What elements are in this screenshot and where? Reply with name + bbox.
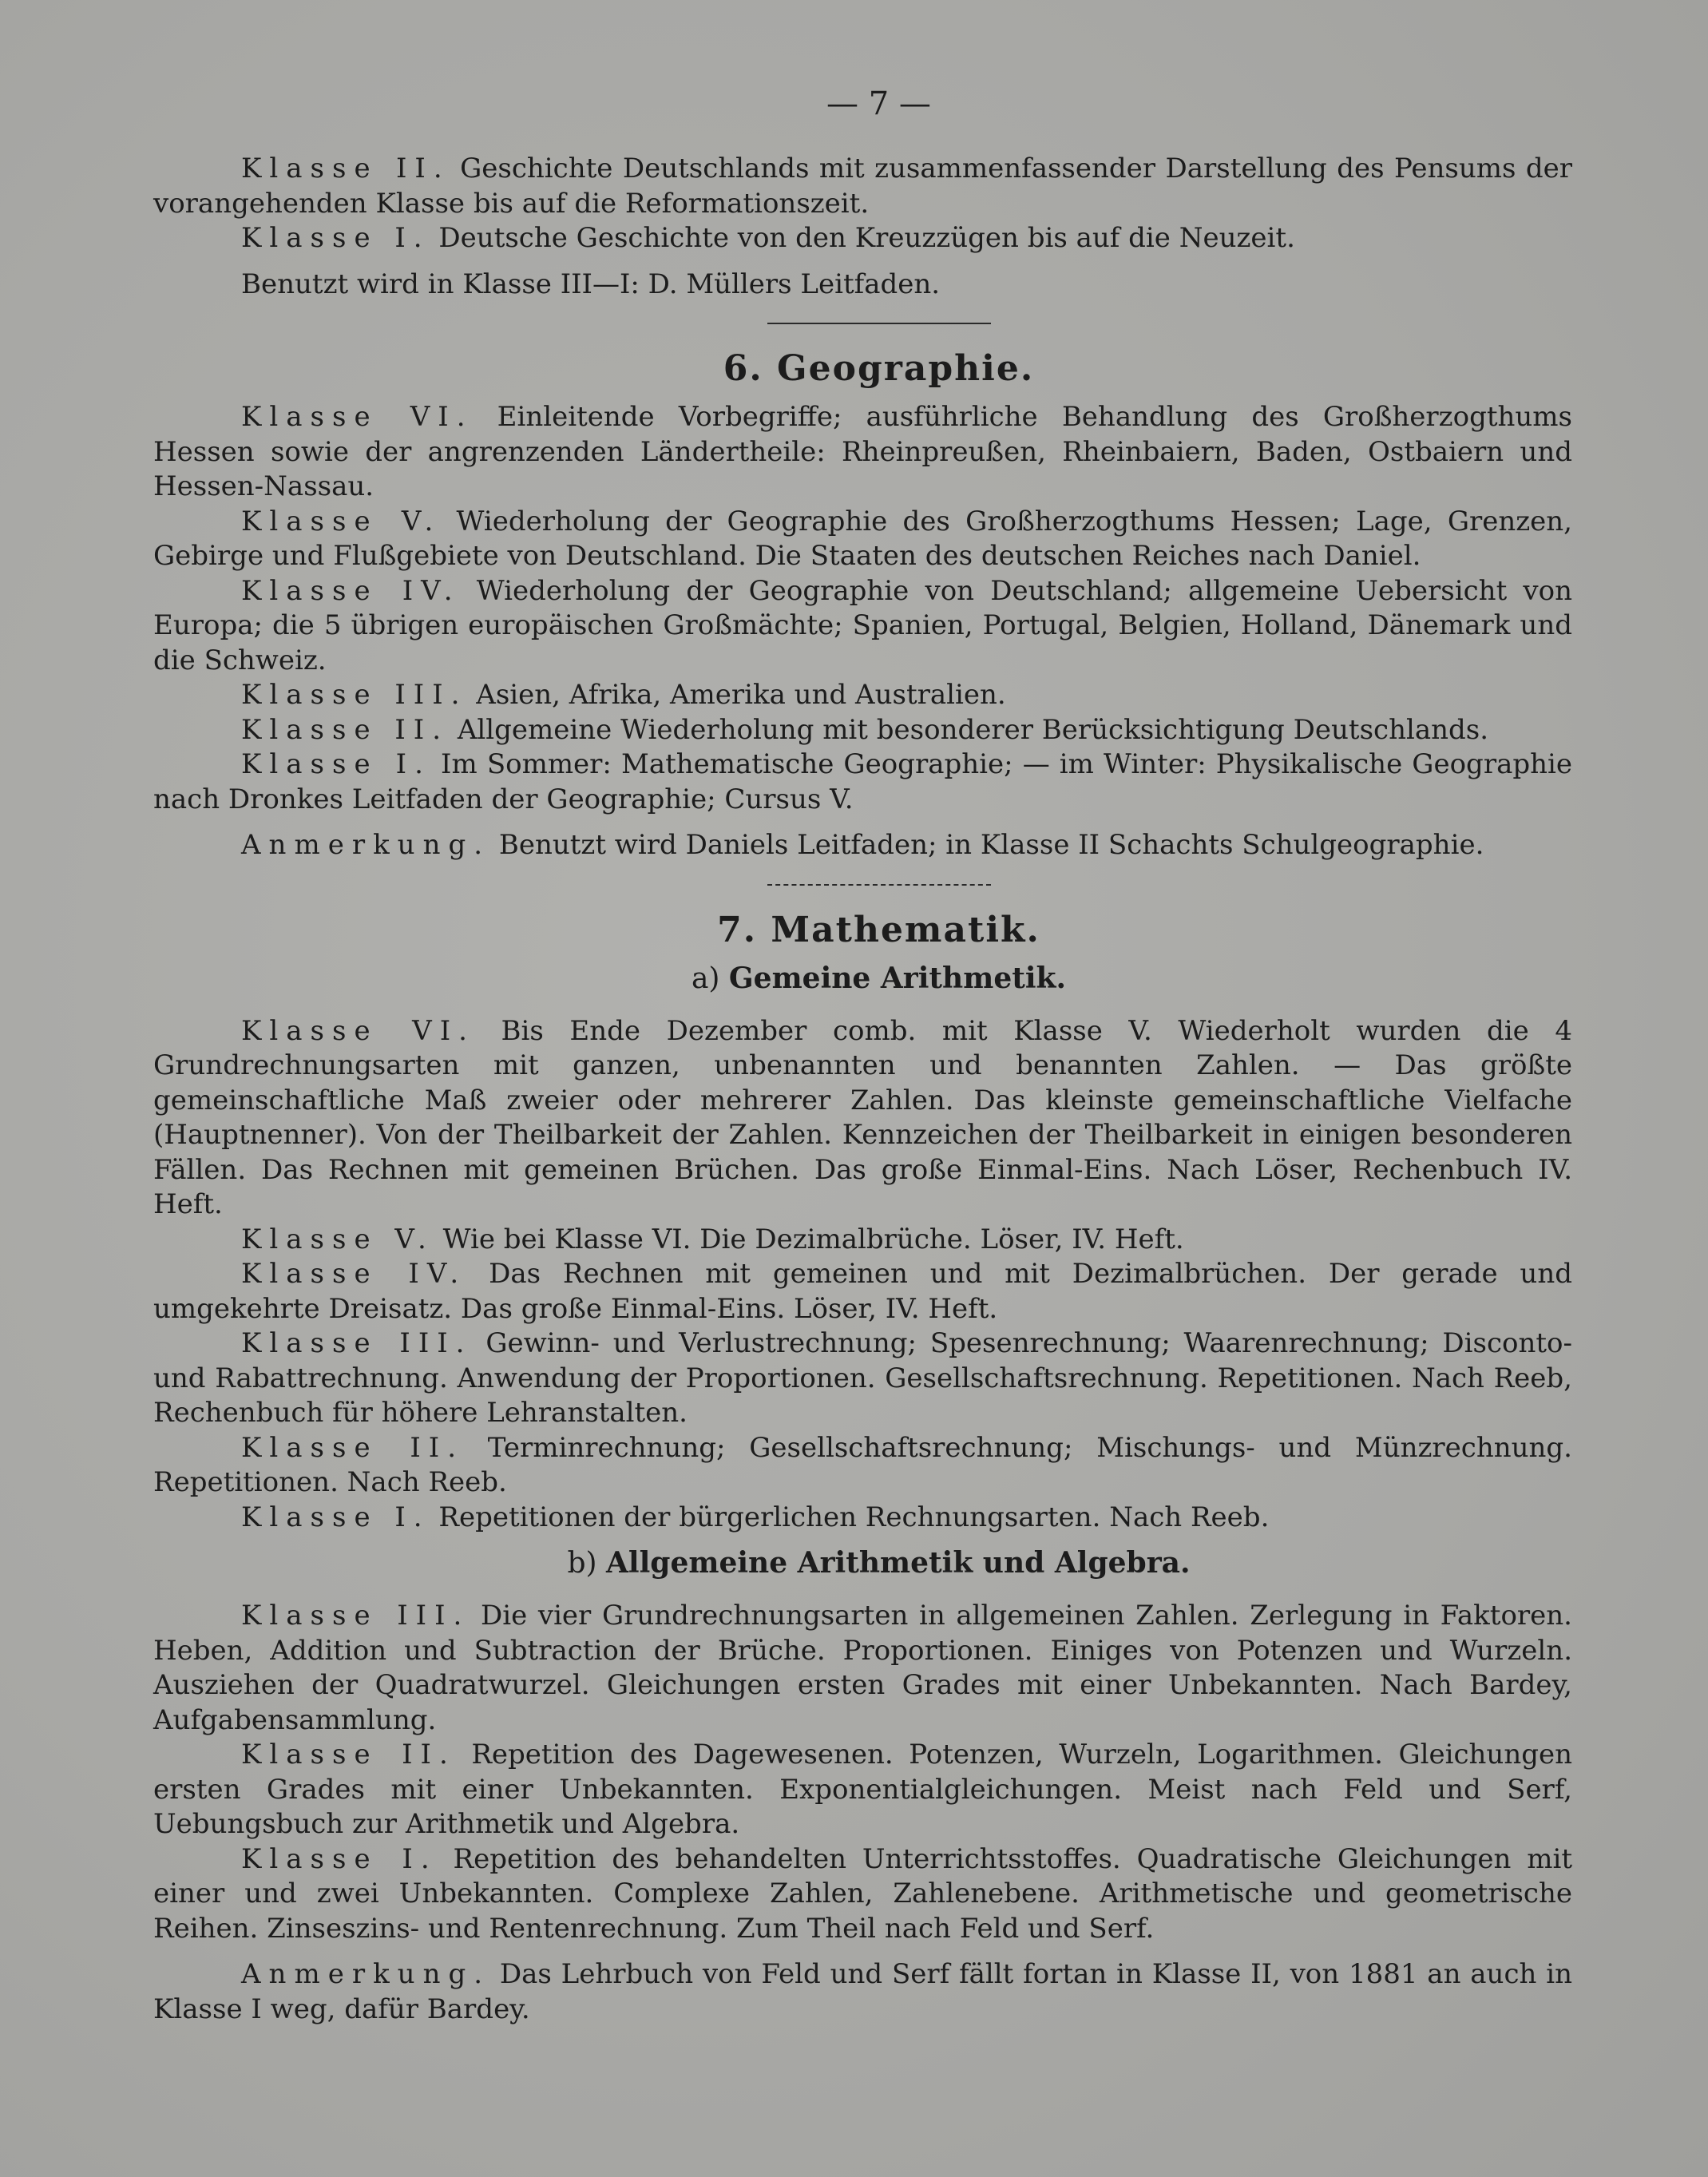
history-klasse-i [153, 221, 1572, 256]
geo-annotation [153, 828, 1572, 863]
paragraph-text: Einleitende Vorbegriffe; ausführliche Behandlung des Großherzogthums Hessen sowie der angrenzenden Ländertheile: Rheinpreußen, Rheinbaiern, Baden, Ostbaiern und Hessen-Nassau. [153, 401, 1572, 502]
class-label: Klasse VI. [241, 1014, 475, 1047]
class-label: Klasse II. [241, 1739, 456, 1771]
class-label: Klasse II. [241, 153, 450, 184]
note-label: Anmerkung. [241, 1958, 491, 1990]
class-label: Klasse VI. [241, 401, 474, 433]
class-label: Klasse IV. [241, 1258, 467, 1290]
note-label: Anmerkung. [241, 829, 491, 861]
subsection-prefix: b) [567, 1547, 606, 1580]
paragraph-text: Gewinn- und Verlustrechnung; Spesenrechnung; Waarenrechnung; Disconto- und Rabattrechnung. Anwendung der Proportionen. Gesellschaftsrechnung. Repetitionen. Nach Reeb, Rechenbuch für höhere Lehranstalten. [153, 1327, 1572, 1429]
section-divider [767, 323, 991, 324]
paragraph-text: Asien, Afrika, Amerika und Australien. [467, 679, 1006, 711]
section-heading-geography: 6. Geographie. [723, 348, 1035, 389]
class-label: Klasse III. [241, 679, 468, 711]
paragraph-text: Repetition des behandelten Unterrichtsstoffes. Quadratische Gleichungen mit einer und zwei Unbekannten. Complexe Zahlen, Zahlenebene. Arithmetische und geometrische Reihen. Zinseszins- und Rentenrechnung. Zum Theil nach Feld und Serf. [153, 1842, 1572, 1945]
class-label: Klasse II. [241, 1431, 465, 1464]
subsection-heading-b [185, 1546, 1572, 1580]
subsection-title: Gemeine Arithmetik. [728, 961, 1067, 995]
paragraph-text: Das Lehrbuch von Feld und Serf fällt fortan in Klasse II, von 1881 an auch in Klasse I weg, dafür Bardey. [153, 1958, 1572, 2025]
paragraph-text: Wie bei Klasse VI. Die Dezimalbrüche. Löser, IV. Heft. [434, 1223, 1184, 1255]
section-heading-mathematics: 7. Mathematik. [717, 909, 1040, 950]
history-klasse-ii [153, 152, 1572, 221]
paragraph-text: Deutsche Geschichte von den Kreuzzügen bis auf die Neuzeit. [430, 222, 1295, 254]
math-a-klasse-v [153, 1223, 1572, 1258]
geo-klasse-iii [153, 678, 1572, 713]
subsection-title: Allgemeine Arithmetik und Algebra. [606, 1546, 1191, 1580]
class-label: Klasse V. [241, 505, 442, 537]
paragraph-text: Im Sommer: Mathematische Geographie; — im Winter: Physikalische Geographie nach Dronkes Leitfaden der Geographie; Cursus V. [153, 748, 1573, 815]
geo-klasse-ii [153, 713, 1572, 748]
math-annotation [153, 1957, 1572, 2027]
paragraph-text: Benutzt wird Daniels Leitfaden; in Klasse II Schachts Schulgeographie. [490, 829, 1484, 861]
math-a-klasse-vi [153, 1014, 1572, 1223]
paragraph-text: Wiederholung der Geographie des Großherzogthums Hessen; Lage, Grenzen, Gebirge und Flußgebiete von Deutschland. Die Staaten des deutschen Reiches nach Daniel. [153, 505, 1572, 572]
class-label: Klasse III. [241, 1600, 470, 1632]
geo-klasse-i [153, 747, 1572, 817]
paragraph-text: Die vier Grundrechnungsarten in allgemeinen Zahlen. Zerlegung in Faktoren. Heben, Addition und Subtraction der Brüche. Proportionen. Einiges von Potenzen und Wurzeln. Ausziehen der Quadratwurzel. Gleichungen ersten Grades mit einer Unbekannten. Nach Bardey, Aufgabensammlung. [153, 1600, 1572, 1736]
class-label: Klasse III. [241, 1327, 473, 1359]
geo-klasse-v [153, 505, 1572, 574]
math-a-klasse-ii [153, 1431, 1572, 1501]
paragraph-text: Allgemeine Wiederholung mit besonderer Berücksichtigung Deutschlands. [449, 713, 1489, 746]
page-number: — 7 — [826, 85, 931, 122]
paragraph-text: Repetition des Dagewesenen. Potenzen, Wurzeln, Logarithmen. Gleichungen ersten Grades mit einer Unbekannten. Exponentialgleichungen. Meist nach Feld und Serf, Uebungsbuch zur Arithmetik und Algebra. [153, 1739, 1572, 1840]
paragraph-text: Geschichte Deutschlands mit zusammenfassender Darstellung des Pensums der vorangehenden Klasse bis auf die Reformationszeit. [153, 153, 1572, 220]
paragraph-text: Wiederholung der Geographie von Deutschland; allgemeine Uebersicht von Europa; die 5 übrigen europäischen Großmächte; Spanien, Portugal, Belgien, Holland, Dänemark und die Schweiz. [153, 574, 1572, 676]
math-a-klasse-i [153, 1501, 1572, 1536]
geo-klasse-iv [153, 574, 1572, 679]
math-a-klasse-iv [153, 1257, 1572, 1326]
class-label: Klasse I. [241, 1501, 430, 1533]
history-textbook-note: Benutzt wird in Klasse III—I: D. Müllers Leitfaden. [241, 268, 941, 300]
class-label: Klasse I. [241, 1842, 438, 1875]
math-b-klasse-i [153, 1842, 1572, 1947]
paragraph-text: Bis Ende Dezember comb. mit Klasse V. Wiederholt wurden die 4 Grundrechnungsarten mit ganzen, unbenannten und benannten Zahlen. — Das größte gemeinschaftliche Maß zweier oder mehrerer Zahlen. Das kleinste gemeinschaftliche Vielfache (Hauptnenner). Von der Theilbarkeit der Zahlen. Kennzeichen der Theilbarkeit in einigen besonderen Fällen. Das Rechnen mit gemeinen Brüchen. Das große Einmal-Eins. Nach Löser, Rechenbuch IV. Heft. [153, 1014, 1573, 1220]
math-a-klasse-iii [153, 1326, 1572, 1431]
math-b-klasse-ii [153, 1738, 1572, 1842]
geo-klasse-vi [153, 400, 1572, 505]
class-label: Klasse I. [241, 222, 430, 254]
subsection-prefix: a) [691, 962, 729, 995]
paragraph-text: Terminrechnung; Gesellschaftsrechnung; Mischungs- und Münzrechnung. Repetitionen. Nach Reeb. [153, 1431, 1572, 1498]
class-label: Klasse V. [241, 1223, 434, 1255]
class-label: Klasse II. [241, 713, 450, 746]
subsection-heading-a [185, 962, 1572, 995]
section-divider [767, 884, 991, 886]
paragraph-text: Das Rechnen mit gemeinen und mit Dezimalbrüchen. Der gerade und umgekehrte Dreisatz. Das große Einmal-Eins. Löser, IV. Heft. [153, 1258, 1572, 1325]
class-label: Klasse I. [241, 748, 431, 780]
class-label: Klasse IV. [241, 574, 461, 607]
math-b-klasse-iii [153, 1599, 1572, 1738]
paragraph-text: Repetitionen der bürgerlichen Rechnungsarten. Nach Reeb. [430, 1501, 1270, 1533]
